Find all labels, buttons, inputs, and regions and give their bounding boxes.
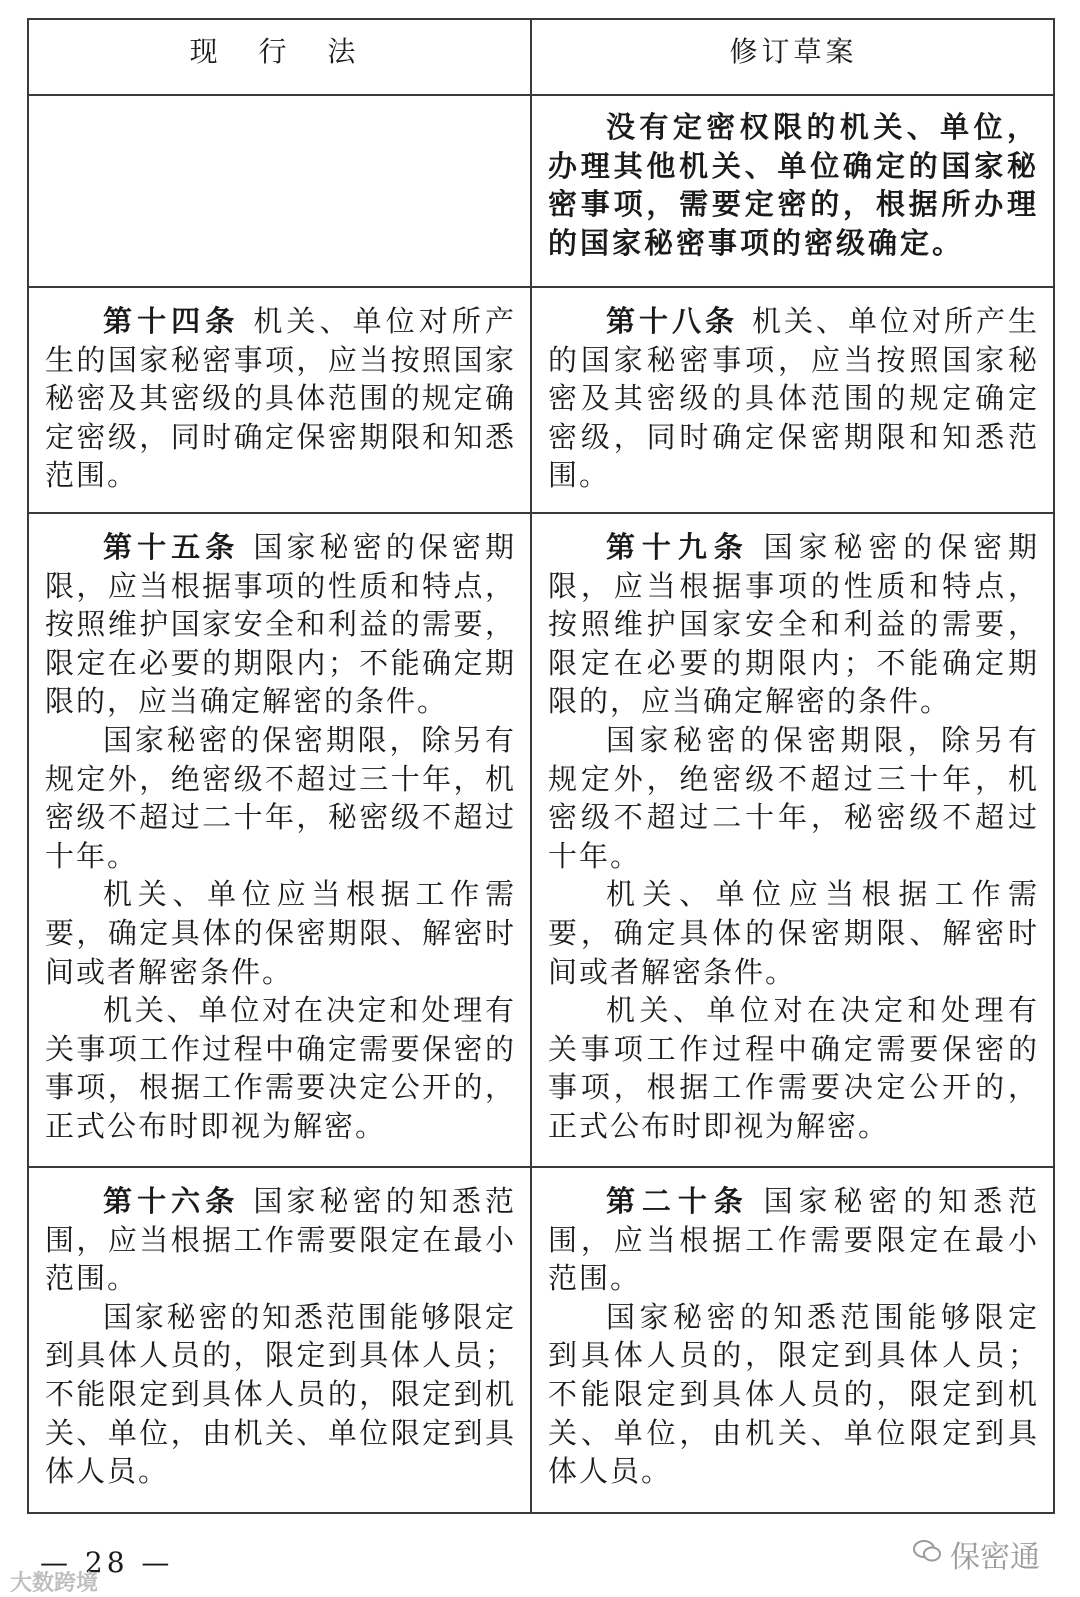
article-number: 第十四条 bbox=[103, 304, 240, 338]
row3-right-cell bbox=[531, 513, 1054, 1167]
current-law-header: 现 行 法 bbox=[28, 19, 531, 95]
article-text: 国家秘密的保密期限，应当根据事项的性质和特点，按照维护国家安全和利益的需要，限定在必要的期限内；不能确定期限的，应当确定解密的条件。 bbox=[45, 530, 516, 719]
row2-left-cell bbox=[28, 287, 531, 513]
paragraph: 机关、单位应当根据工作需要，确定具体的保密期限、解密时间或者解密条件。 bbox=[45, 877, 516, 989]
article-paragraph bbox=[45, 528, 516, 721]
paragraph: 国家秘密的知悉范围能够限定到具体人员的，限定到具体人员；不能限定到具体人员的，限定到机关、单位，由机关、单位限定到具体人员。 bbox=[45, 1299, 516, 1489]
comparison-table bbox=[27, 18, 1055, 1514]
watermark-right bbox=[912, 1532, 1040, 1576]
page-number: — 28 — bbox=[40, 1546, 174, 1579]
paragraph: 机关、单位对在决定和处理有关事项工作过程中确定需要保密的事项，根据工作需要决定公开的，正式公布时即视为解密。 bbox=[45, 993, 516, 1143]
article-text: 国家秘密的知悉范围，应当根据工作需要限定在最小范围。 bbox=[548, 1184, 1039, 1296]
row2-right-cell bbox=[531, 287, 1054, 513]
new-paragraph: 没有定密权限的机关、单位，办理其他机关、单位确定的国家秘密事项，需要定密的，根据所办理的国家秘密事项的密级确定。 bbox=[548, 110, 1039, 260]
article-paragraph bbox=[548, 302, 1039, 495]
article-text: 国家秘密的知悉范围，应当根据工作需要限定在最小范围。 bbox=[45, 1184, 516, 1296]
watermark-right-text: 保密通 bbox=[950, 1540, 1040, 1575]
paragraph: 国家秘密的保密期限，除另有规定外，绝密级不超过三十年，机密级不超过二十年，秘密级不超过十年。 bbox=[548, 722, 1039, 873]
wechat-icon bbox=[912, 1538, 942, 1571]
paragraph: 机关、单位对在决定和处理有关事项工作过程中确定需要保密的事项，根据工作需要决定公开的，正式公布时即视为解密。 bbox=[548, 993, 1039, 1143]
paragraph: 国家秘密的知悉范围能够限定到具体人员的，限定到具体人员；不能限定到具体人员的，限定到机关、单位，由机关、单位限定到具体人员。 bbox=[548, 1299, 1039, 1489]
article-text: 国家秘密的保密期限，应当根据事项的性质和特点，按照维护国家安全和利益的需要，限定在必要的期限内；不能确定期限的，应当确定解密的条件。 bbox=[548, 530, 1039, 719]
article-paragraph bbox=[548, 1182, 1039, 1298]
paragraph: 国家秘密的保密期限，除另有规定外，绝密级不超过三十年，机密级不超过二十年，秘密级不超过十年。 bbox=[45, 722, 516, 873]
article-number: 第十五条 bbox=[103, 530, 240, 564]
row3-left-cell bbox=[28, 513, 531, 1167]
draft-header: 修订草案 bbox=[531, 19, 1054, 95]
row1-right-cell bbox=[531, 95, 1054, 287]
article-number: 第十八条 bbox=[606, 304, 738, 338]
article-text: 机关、单位对所产生的国家秘密事项，应当按照国家秘密及其密级的具体范围的规定确定密级，同时确定保密期限和知悉范围。 bbox=[45, 304, 516, 493]
article-number: 第二十条 bbox=[606, 1184, 750, 1218]
article-number: 第十六条 bbox=[103, 1184, 240, 1218]
row4-left-cell bbox=[28, 1167, 531, 1513]
article-number: 第十九条 bbox=[606, 530, 750, 564]
row1-left-cell bbox=[28, 95, 531, 287]
paragraph: 机关、单位应当根据工作需要，确定具体的保密期限、解密时间或者解密条件。 bbox=[548, 877, 1039, 989]
row4-right-cell bbox=[531, 1167, 1054, 1513]
article-paragraph bbox=[45, 302, 516, 495]
article-text: 机关、单位对所产生的国家秘密事项，应当按照国家秘密及其密级的具体范围的规定确定密级，同时确定保密期限和知悉范围。 bbox=[548, 304, 1039, 493]
article-paragraph bbox=[548, 528, 1039, 721]
watermark-left: 大数跨境 bbox=[10, 1571, 99, 1596]
article-paragraph bbox=[45, 1182, 516, 1298]
